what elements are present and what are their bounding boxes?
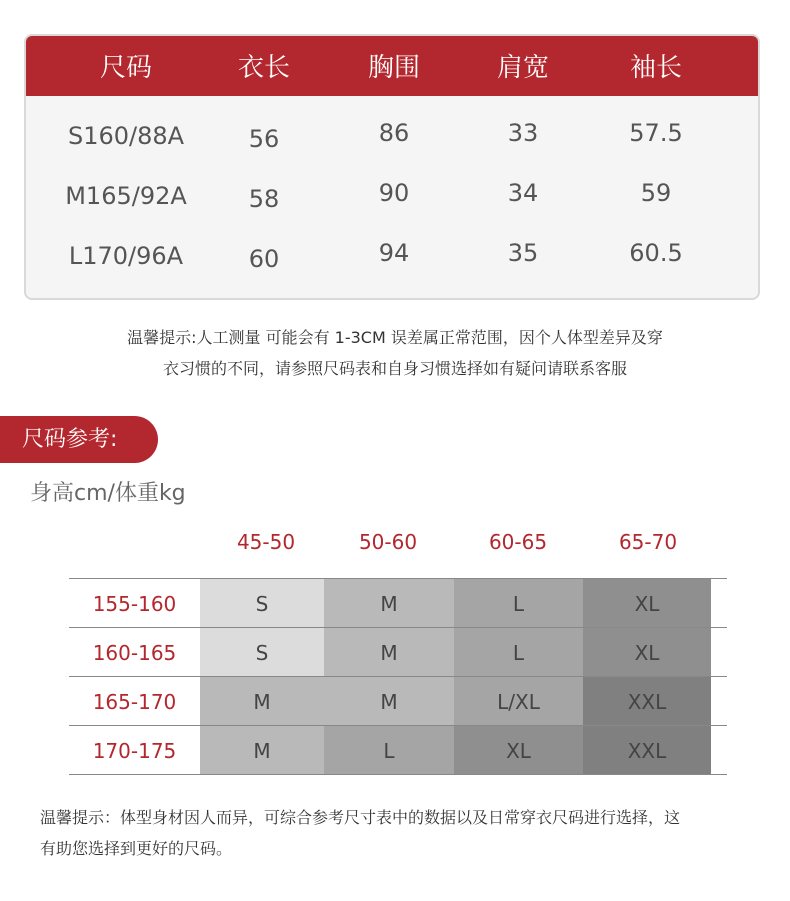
measurement-tip-line2: 衣习惯的不同，请参照尺码表和自身习惯选择如有疑问请联系客服 — [162, 359, 627, 378]
size-cell: L — [454, 628, 583, 676]
reference-tip — [40, 802, 770, 864]
size-cell: M — [324, 628, 454, 676]
header-length: 衣长 — [237, 53, 290, 83]
cell-sleeve: 59 — [640, 179, 672, 207]
size-cell: M — [324, 579, 454, 627]
reference-tip-line1: 温馨提示：体型身材因人而异，可综合参考尺寸表中的数据以及日常穿衣尺码进行选择，这 — [40, 808, 681, 827]
size-spec-table — [24, 34, 760, 300]
height-range: 165-170 — [69, 677, 200, 725]
spec-table-header — [26, 36, 758, 96]
size-cell: XL — [583, 628, 711, 676]
axis-label: 身高cm/体重kg — [30, 481, 186, 506]
measurement-tip-line1: 温馨提示:人工测量 可能会有 1-3CM 误差属正常范围，因个人体型差异及穿 — [127, 328, 663, 347]
table-row — [26, 166, 758, 226]
size-cell: XL — [454, 726, 583, 774]
cell-length: 56 — [248, 125, 280, 153]
header-sleeve: 袖长 — [629, 53, 682, 83]
size-cell: L — [454, 579, 583, 627]
measurement-tip — [0, 322, 790, 384]
cell-shoulder: 33 — [507, 119, 539, 147]
section-title: 尺码参考: — [0, 416, 158, 463]
weight-header: 45-50 — [236, 530, 296, 554]
cell-size: L170/96A — [68, 242, 184, 270]
weight-header: 65-70 — [618, 530, 678, 554]
size-cell: M — [200, 726, 324, 774]
size-cell: M — [200, 677, 324, 725]
size-cell: S — [200, 579, 324, 627]
size-cell: M — [324, 677, 454, 725]
height-range: 170-175 — [69, 726, 200, 774]
reference-tip-line2: 有助您选择到更好的尺码。 — [40, 839, 233, 858]
table-row — [26, 226, 758, 286]
cell-size: M165/92A — [65, 182, 187, 210]
cell-chest: 86 — [378, 119, 410, 147]
header-size: 尺码 — [99, 53, 152, 83]
weight-header: 50-60 — [358, 530, 418, 554]
size-cell: L/XL — [454, 677, 583, 725]
cell-length: 60 — [248, 245, 280, 273]
header-chest: 胸围 — [367, 53, 420, 83]
size-cell: XXL — [583, 726, 711, 774]
header-shoulder: 肩宽 — [496, 53, 549, 83]
size-cell: L — [324, 726, 454, 774]
height-range: 155-160 — [69, 579, 200, 627]
size-cell: S — [200, 628, 324, 676]
cell-sleeve: 60.5 — [629, 239, 683, 267]
cell-sleeve: 57.5 — [629, 119, 683, 147]
weight-header: 60-65 — [488, 530, 548, 554]
cell-chest: 90 — [378, 179, 410, 207]
size-reference-grid — [69, 578, 727, 775]
height-range: 160-165 — [69, 628, 200, 676]
cell-shoulder: 34 — [507, 179, 539, 207]
size-cell: XL — [583, 579, 711, 627]
cell-shoulder: 35 — [507, 239, 539, 267]
size-cell: XXL — [583, 677, 711, 725]
table-row — [26, 106, 758, 166]
table-row — [69, 627, 727, 676]
cell-length: 58 — [248, 185, 280, 213]
table-row — [69, 676, 727, 725]
table-row — [69, 578, 727, 627]
cell-size: S160/88A — [67, 122, 185, 150]
cell-chest: 94 — [378, 239, 410, 267]
table-row — [69, 725, 727, 775]
